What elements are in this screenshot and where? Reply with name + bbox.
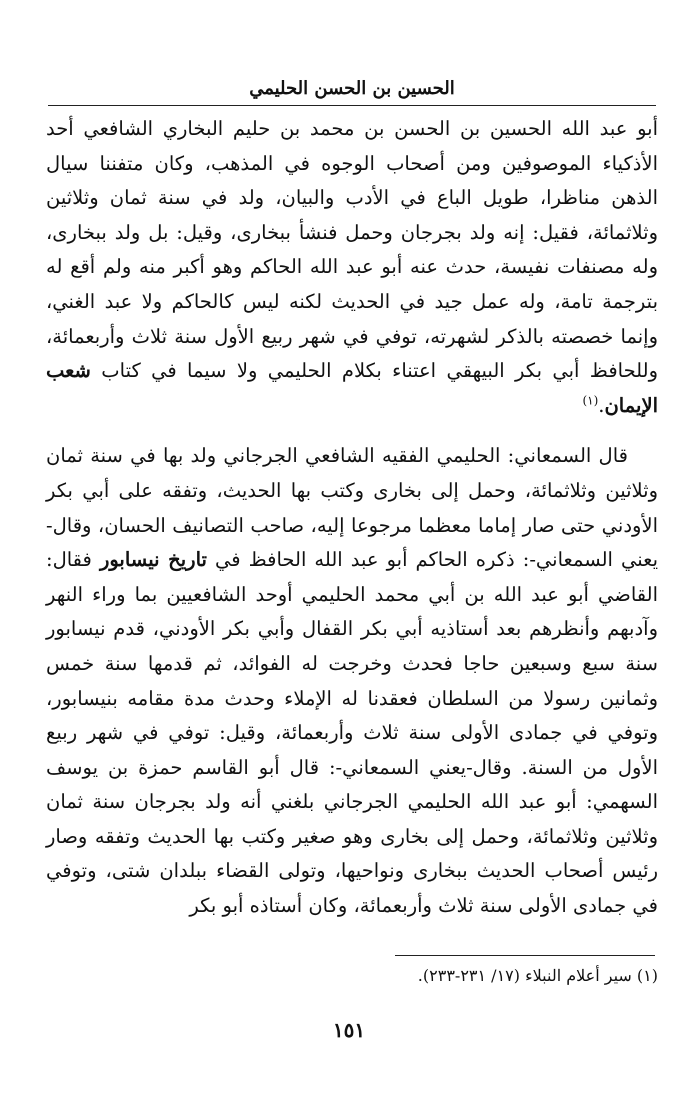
footnote-text: (١) سير أعلام النبلاء (١٧/ ٢٣١-٢٣٣). bbox=[417, 966, 658, 985]
paragraph-biography bbox=[46, 112, 658, 423]
book-title-shuab-al-iman: شعب الإيمان bbox=[46, 359, 658, 417]
book-title-tarikh-naysabur: تاريخ نيسابور bbox=[99, 548, 207, 572]
footnote-divider bbox=[395, 955, 655, 956]
page-number bbox=[0, 1018, 698, 1042]
paragraph-2-part-2: فقال: القاضي أبو عبد الله بن أبي محمد الحليمي أوحد الشافعيين بما وراء النهر وآدبهم وأنظرهم بعد أستاذيه أبي بكر القفال وأبي بكر الأودني، قدم نيسابور سنة سبع وسبعين حاجا فحدث وخرجت له الفوائد، ثم قدمها سنة خمس وثمانين رسولا من السلطان فعقدنا له الإملاء وحدث مدة مقامه بنيسابور، وتوفي في جمادى الأولى سنة ثلاث وأربعمائة، وقيل: توفي في شهر ربيع الأول من السنة. وقال-يعني السمعاني-: قال أبو القاسم حمزة بن يوسف السهمي: أبو عبد الله الحليمي الجرجاني بلغني أنه ولد بجرجان سنة ثمان وثلاثين وثلاثمائة، وحمل إلى بخارى وهو صغير وكتب بها الحديث وتفقه وصار رئيس أصحاب الحديث ببخارى ونواحيها، وتولى القضاء ببلدان شتى، وتوفي في جمادى الأولى سنة ثلاث وأربعمائة، وكان أستاذه أبو بكر bbox=[46, 548, 658, 918]
main-text bbox=[46, 112, 658, 924]
footnote-reference[interactable]: (١) bbox=[582, 393, 599, 408]
footnote bbox=[46, 962, 658, 990]
header-title: الحسين بن الحسن الحليمي bbox=[249, 78, 455, 99]
page-number-text: ١٥١ bbox=[332, 1018, 366, 1042]
paragraph-samani-quote bbox=[46, 439, 658, 923]
paragraph-1-text: أبو عبد الله الحسين بن الحسن بن محمد بن حليم البخاري الشافعي أحد الأذكياء الموصوفين ومن أصحاب الوجوه في المذهب، وكان متفننا سيال الذهن مناظرا، طويل الباع في الأدب والبيان، ولد في سنة ثمان وثلاثين وثلاثمائة، فقيل: إنه ولد بجرجان وحمل فنشأ ببخارى، وقيل: بل ولد ببخارى، وله مصنفات نفيسة، حدث عنه أبو عبد الله الحاكم وهو أكبر منه ولم أقع له بترجمة تامة، وله عمل جيد في الحديث لكنه ليس كالحاكم ولا عبد الغني، وإنما خصصته بالذكر لشهرته، توفي في شهر ربيع الأول سنة ثلاث وأربعمائة، وللحافظ أبي بكر البيهقي اعتناء بكلام الحليمي ولا سيما في كتاب bbox=[46, 117, 658, 383]
paragraph-2-part-1: قال السمعاني: الحليمي الفقيه الشافعي الجرجاني ولد بها في سنة ثمان وثلاثين وثلاثمائة، وحمل إلى بخارى وكتب بها الحديث، وتفقه على أبي بكر الأودني حتى صار إماما معظما مرجوعا إليه، صاحب التصانيف الحسان، وقال- يعني السمعاني-: ذكره الحاكم أبو عبد الله الحافظ في bbox=[46, 444, 658, 572]
running-header bbox=[48, 78, 656, 106]
paragraph-1-end: . bbox=[598, 393, 605, 417]
